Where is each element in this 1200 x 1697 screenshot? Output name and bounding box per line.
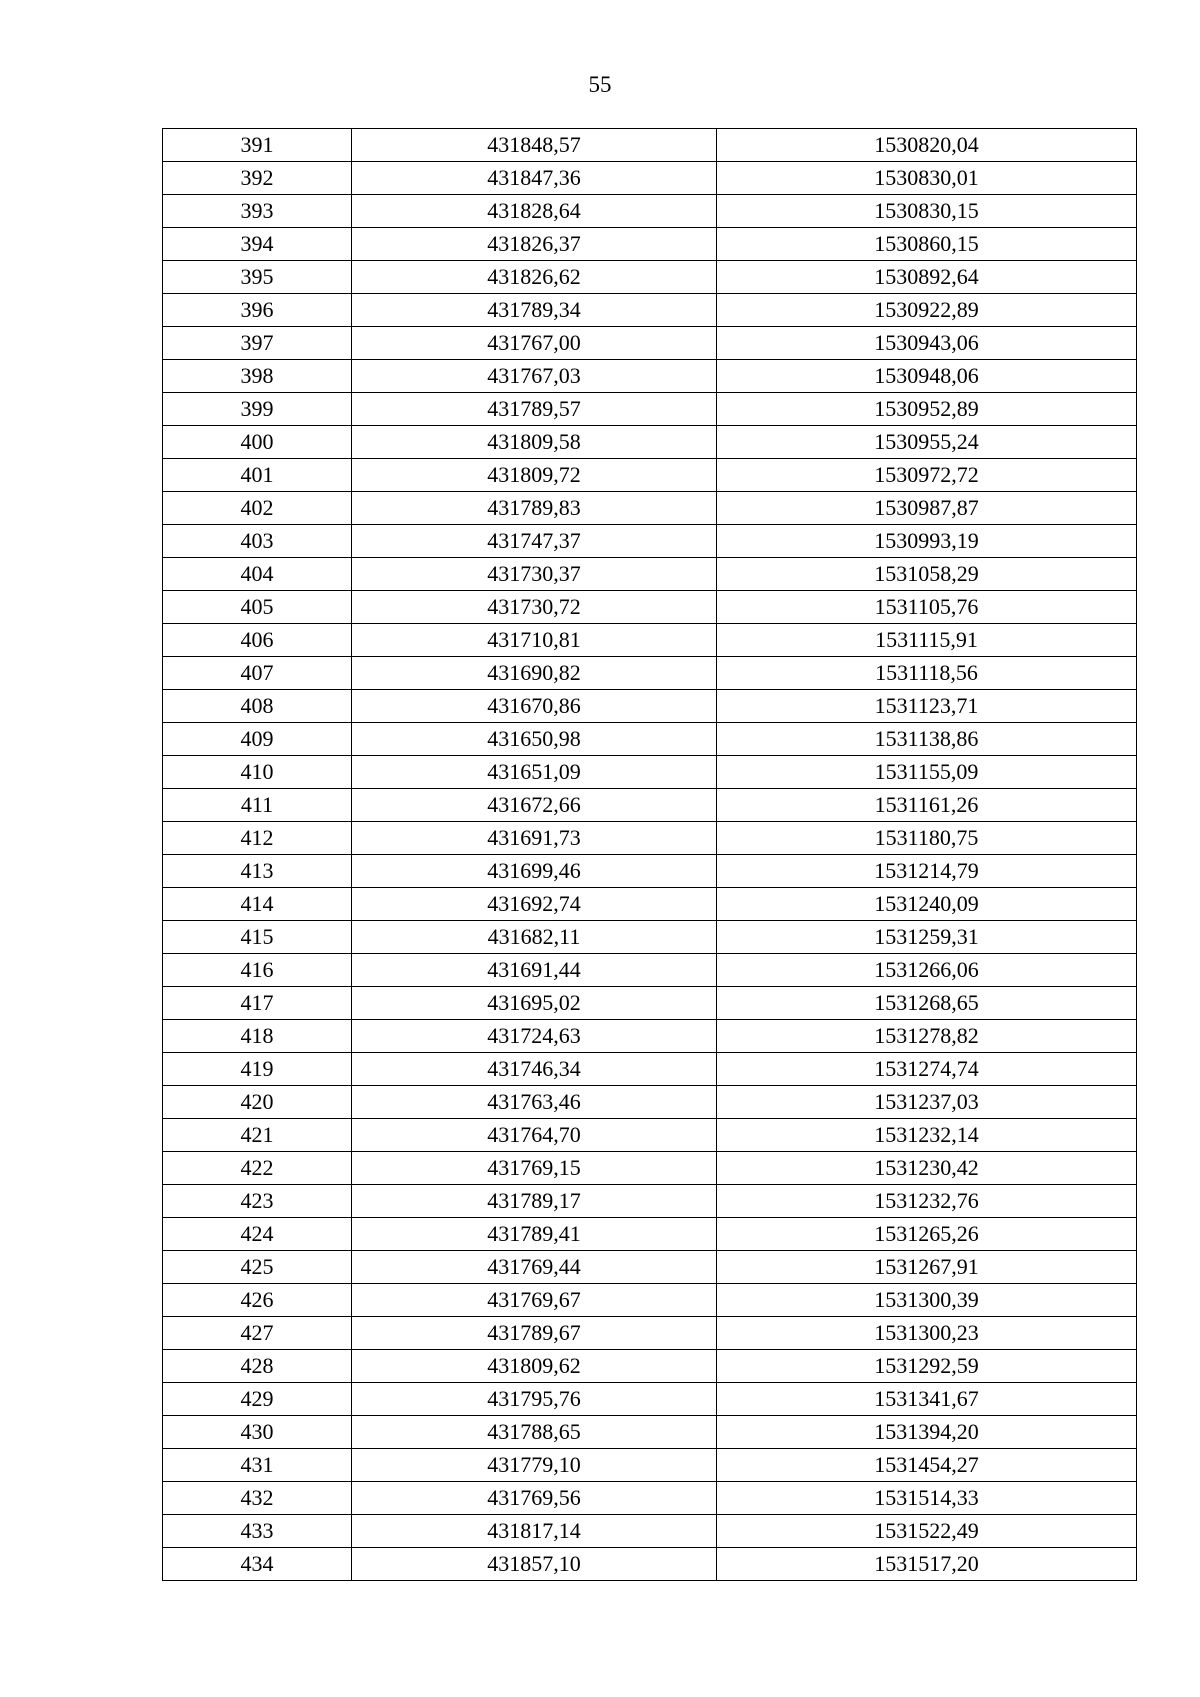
y-coordinate-cell: 1530952,89	[717, 393, 1137, 426]
point-number-cell: 429	[163, 1383, 352, 1416]
y-coordinate-cell: 1531115,91	[717, 624, 1137, 657]
table-row	[163, 1053, 1137, 1086]
x-coordinate-cell: 431650,98	[352, 723, 717, 756]
table-row	[163, 228, 1137, 261]
y-coordinate-cell: 1531214,79	[717, 855, 1137, 888]
x-coordinate-cell: 431826,62	[352, 261, 717, 294]
point-number-cell: 414	[163, 888, 352, 921]
x-coordinate-cell: 431690,82	[352, 657, 717, 690]
table-row	[163, 1284, 1137, 1317]
x-coordinate-cell: 431769,15	[352, 1152, 717, 1185]
page-number: 55	[588, 72, 612, 97]
x-coordinate-cell: 431746,34	[352, 1053, 717, 1086]
table-row	[163, 921, 1137, 954]
y-coordinate-cell: 1531237,03	[717, 1086, 1137, 1119]
x-coordinate-cell: 431857,10	[352, 1548, 717, 1581]
y-coordinate-cell: 1530987,87	[717, 492, 1137, 525]
x-coordinate-cell: 431769,56	[352, 1482, 717, 1515]
y-coordinate-cell: 1531138,86	[717, 723, 1137, 756]
point-number-cell: 401	[163, 459, 352, 492]
point-number-cell: 400	[163, 426, 352, 459]
x-coordinate-cell: 431769,44	[352, 1251, 717, 1284]
x-coordinate-cell: 431847,36	[352, 162, 717, 195]
x-coordinate-cell: 431724,63	[352, 1020, 717, 1053]
table-row	[163, 888, 1137, 921]
table-row	[163, 723, 1137, 756]
y-coordinate-cell: 1531118,56	[717, 657, 1137, 690]
table-row	[163, 1416, 1137, 1449]
y-coordinate-cell: 1531514,33	[717, 1482, 1137, 1515]
x-coordinate-cell: 431826,37	[352, 228, 717, 261]
x-coordinate-cell: 431769,67	[352, 1284, 717, 1317]
point-number-cell: 405	[163, 591, 352, 624]
coordinates-table-body	[163, 129, 1137, 1581]
y-coordinate-cell: 1531454,27	[717, 1449, 1137, 1482]
point-number-cell: 398	[163, 360, 352, 393]
point-number-cell: 430	[163, 1416, 352, 1449]
y-coordinate-cell: 1531123,71	[717, 690, 1137, 723]
x-coordinate-cell: 431788,65	[352, 1416, 717, 1449]
y-coordinate-cell: 1531267,91	[717, 1251, 1137, 1284]
table-row	[163, 1350, 1137, 1383]
y-coordinate-cell: 1531517,20	[717, 1548, 1137, 1581]
table-row	[163, 591, 1137, 624]
y-coordinate-cell: 1531300,39	[717, 1284, 1137, 1317]
x-coordinate-cell: 431828,64	[352, 195, 717, 228]
x-coordinate-cell: 431691,73	[352, 822, 717, 855]
x-coordinate-cell: 431817,14	[352, 1515, 717, 1548]
point-number-cell: 415	[163, 921, 352, 954]
point-number-cell: 413	[163, 855, 352, 888]
y-coordinate-cell: 1531259,31	[717, 921, 1137, 954]
table-row	[163, 162, 1137, 195]
table-row	[163, 1482, 1137, 1515]
table-row	[163, 855, 1137, 888]
table-row	[163, 327, 1137, 360]
table-row	[163, 492, 1137, 525]
table-row	[163, 1152, 1137, 1185]
y-coordinate-cell: 1530922,89	[717, 294, 1137, 327]
table-row	[163, 393, 1137, 426]
point-number-cell: 410	[163, 756, 352, 789]
table-row	[163, 690, 1137, 723]
point-number-cell: 418	[163, 1020, 352, 1053]
point-number-cell: 416	[163, 954, 352, 987]
x-coordinate-cell: 431789,83	[352, 492, 717, 525]
table-row	[163, 360, 1137, 393]
point-number-cell: 426	[163, 1284, 352, 1317]
y-coordinate-cell: 1530860,15	[717, 228, 1137, 261]
y-coordinate-cell: 1530820,04	[717, 129, 1137, 162]
point-number-cell: 403	[163, 525, 352, 558]
point-number-cell: 434	[163, 1548, 352, 1581]
x-coordinate-cell: 431730,37	[352, 558, 717, 591]
point-number-cell: 427	[163, 1317, 352, 1350]
x-coordinate-cell: 431789,17	[352, 1185, 717, 1218]
point-number-cell: 394	[163, 228, 352, 261]
y-coordinate-cell: 1530948,06	[717, 360, 1137, 393]
table-row	[163, 954, 1137, 987]
table-row	[163, 822, 1137, 855]
y-coordinate-cell: 1531394,20	[717, 1416, 1137, 1449]
x-coordinate-cell: 431767,00	[352, 327, 717, 360]
point-number-cell: 417	[163, 987, 352, 1020]
x-coordinate-cell: 431809,72	[352, 459, 717, 492]
point-number-cell: 391	[163, 129, 352, 162]
x-coordinate-cell: 431779,10	[352, 1449, 717, 1482]
y-coordinate-cell: 1530892,64	[717, 261, 1137, 294]
x-coordinate-cell: 431795,76	[352, 1383, 717, 1416]
table-row	[163, 1548, 1137, 1581]
point-number-cell: 424	[163, 1218, 352, 1251]
table-row	[163, 1218, 1137, 1251]
x-coordinate-cell: 431789,34	[352, 294, 717, 327]
point-number-cell: 395	[163, 261, 352, 294]
table-row	[163, 294, 1137, 327]
y-coordinate-cell: 1531278,82	[717, 1020, 1137, 1053]
point-number-cell: 420	[163, 1086, 352, 1119]
x-coordinate-cell: 431789,67	[352, 1317, 717, 1350]
point-number-cell: 422	[163, 1152, 352, 1185]
x-coordinate-cell: 431692,74	[352, 888, 717, 921]
x-coordinate-cell: 431763,46	[352, 1086, 717, 1119]
point-number-cell: 396	[163, 294, 352, 327]
x-coordinate-cell: 431699,46	[352, 855, 717, 888]
point-number-cell: 393	[163, 195, 352, 228]
y-coordinate-cell: 1531268,65	[717, 987, 1137, 1020]
x-coordinate-cell: 431682,11	[352, 921, 717, 954]
y-coordinate-cell: 1531522,49	[717, 1515, 1137, 1548]
x-coordinate-cell: 431730,72	[352, 591, 717, 624]
y-coordinate-cell: 1530830,01	[717, 162, 1137, 195]
y-coordinate-cell: 1531155,09	[717, 756, 1137, 789]
y-coordinate-cell: 1530993,19	[717, 525, 1137, 558]
table-row	[163, 525, 1137, 558]
y-coordinate-cell: 1531105,76	[717, 591, 1137, 624]
table-row	[163, 1515, 1137, 1548]
x-coordinate-cell: 431789,57	[352, 393, 717, 426]
y-coordinate-cell: 1530943,06	[717, 327, 1137, 360]
table-row	[163, 129, 1137, 162]
x-coordinate-cell: 431695,02	[352, 987, 717, 1020]
table-row	[163, 426, 1137, 459]
y-coordinate-cell: 1531058,29	[717, 558, 1137, 591]
y-coordinate-cell: 1531230,42	[717, 1152, 1137, 1185]
y-coordinate-cell: 1531266,06	[717, 954, 1137, 987]
point-number-cell: 409	[163, 723, 352, 756]
table-row	[163, 1383, 1137, 1416]
point-number-cell: 423	[163, 1185, 352, 1218]
point-number-cell: 428	[163, 1350, 352, 1383]
x-coordinate-cell: 431764,70	[352, 1119, 717, 1152]
point-number-cell: 408	[163, 690, 352, 723]
y-coordinate-cell: 1531232,14	[717, 1119, 1137, 1152]
point-number-cell: 402	[163, 492, 352, 525]
point-number-cell: 406	[163, 624, 352, 657]
point-number-cell: 425	[163, 1251, 352, 1284]
y-coordinate-cell: 1531161,26	[717, 789, 1137, 822]
y-coordinate-cell: 1531292,59	[717, 1350, 1137, 1383]
x-coordinate-cell: 431710,81	[352, 624, 717, 657]
table-row	[163, 987, 1137, 1020]
table-row	[163, 624, 1137, 657]
y-coordinate-cell: 1531274,74	[717, 1053, 1137, 1086]
point-number-cell: 397	[163, 327, 352, 360]
x-coordinate-cell: 431809,62	[352, 1350, 717, 1383]
y-coordinate-cell: 1531341,67	[717, 1383, 1137, 1416]
y-coordinate-cell: 1531180,75	[717, 822, 1137, 855]
x-coordinate-cell: 431672,66	[352, 789, 717, 822]
x-coordinate-cell: 431848,57	[352, 129, 717, 162]
table-row	[163, 195, 1137, 228]
point-number-cell: 404	[163, 558, 352, 591]
table-row	[163, 558, 1137, 591]
x-coordinate-cell: 431789,41	[352, 1218, 717, 1251]
point-number-cell: 411	[163, 789, 352, 822]
table-row	[163, 1317, 1137, 1350]
table-row	[163, 261, 1137, 294]
coordinates-table	[162, 128, 1137, 1581]
point-number-cell: 412	[163, 822, 352, 855]
table-row	[163, 1086, 1137, 1119]
point-number-cell: 433	[163, 1515, 352, 1548]
table-row	[163, 1119, 1137, 1152]
x-coordinate-cell: 431767,03	[352, 360, 717, 393]
x-coordinate-cell: 431691,44	[352, 954, 717, 987]
y-coordinate-cell: 1531240,09	[717, 888, 1137, 921]
x-coordinate-cell: 431809,58	[352, 426, 717, 459]
table-row	[163, 657, 1137, 690]
table-row	[163, 1185, 1137, 1218]
point-number-cell: 407	[163, 657, 352, 690]
point-number-cell: 399	[163, 393, 352, 426]
y-coordinate-cell: 1531265,26	[717, 1218, 1137, 1251]
point-number-cell: 432	[163, 1482, 352, 1515]
point-number-cell: 419	[163, 1053, 352, 1086]
point-number-cell: 421	[163, 1119, 352, 1152]
table-row	[163, 1251, 1137, 1284]
table-row	[163, 789, 1137, 822]
x-coordinate-cell: 431747,37	[352, 525, 717, 558]
y-coordinate-cell: 1531300,23	[717, 1317, 1137, 1350]
table-row	[163, 459, 1137, 492]
table-row	[163, 756, 1137, 789]
x-coordinate-cell: 431651,09	[352, 756, 717, 789]
y-coordinate-cell: 1531232,76	[717, 1185, 1137, 1218]
y-coordinate-cell: 1530972,72	[717, 459, 1137, 492]
y-coordinate-cell: 1530955,24	[717, 426, 1137, 459]
table-row	[163, 1449, 1137, 1482]
point-number-cell: 431	[163, 1449, 352, 1482]
table-row	[163, 1020, 1137, 1053]
point-number-cell: 392	[163, 162, 352, 195]
x-coordinate-cell: 431670,86	[352, 690, 717, 723]
y-coordinate-cell: 1530830,15	[717, 195, 1137, 228]
